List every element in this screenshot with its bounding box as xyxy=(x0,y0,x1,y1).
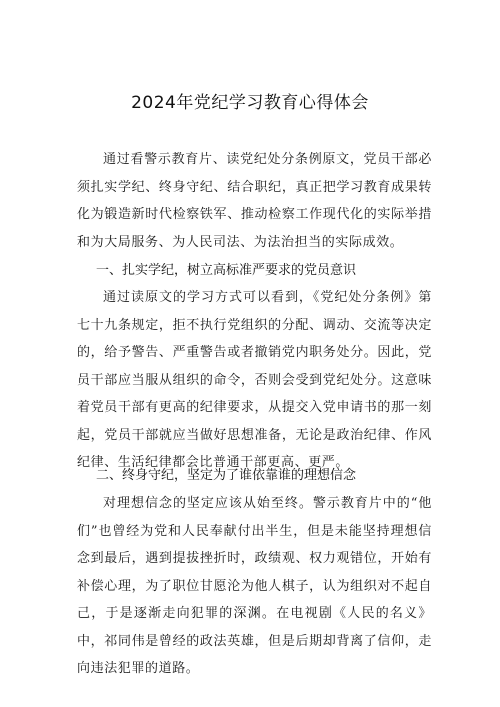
section-1-heading: 一、扎实学纪，树立高标准严要求的党员意识 xyxy=(96,263,357,278)
intro-paragraph: 通过看警示教育片、读党纪处分条例原文，党员干部必须扎实学纪、终身守纪、结合职纪，真正把学习教育成果转化为锻造新时代检察铁军、推动检察工作现代化的实际举措和为大局服务、为人民司法、为法治担当的实际成效。 xyxy=(77,152,432,250)
section-2-paragraph: 对理想信念的坚定应该从始至终。警示教育片中的“他们”也曾经为党和人民奉献付出半生，但是未能坚持理想信念到最后，遇到提拔挫折时，政绩观、权力观错位，开始有补偿心理，为了职位甘愿沦为他人棋子，认为组织对不起自己，于是逐渐走向犯罪的深渊。在电视剧《人民的名义》中，祁同伟是曾经的政法英雄，但是后期却背离了信仰，走向违法犯罪的道路。 xyxy=(77,496,432,676)
section-1-paragraph: 通过读原文的学习方式可以看到，《党纪处分条例》第七十九条规定，拒不执行党组织的分配、调动、交流等决定的，给予警告、严重警告或者撤销党内职务处分。因此，党员干部应当服从组织的命令，否则会受到党纪处分。这意味着党员干部有更高的纪律要求，从提交入党申请书的那一刻起，党员干部就应当做好思想准备，无论是政治纪律、作风纪律、生活纪律都会比普通干部更高、更严。 xyxy=(77,290,432,470)
section-2-heading: 二、终身守纪，坚定为了谁依靠谁的理想信念 xyxy=(96,468,357,483)
document-title: 2024年党纪学习教育心得体会 xyxy=(131,93,369,113)
